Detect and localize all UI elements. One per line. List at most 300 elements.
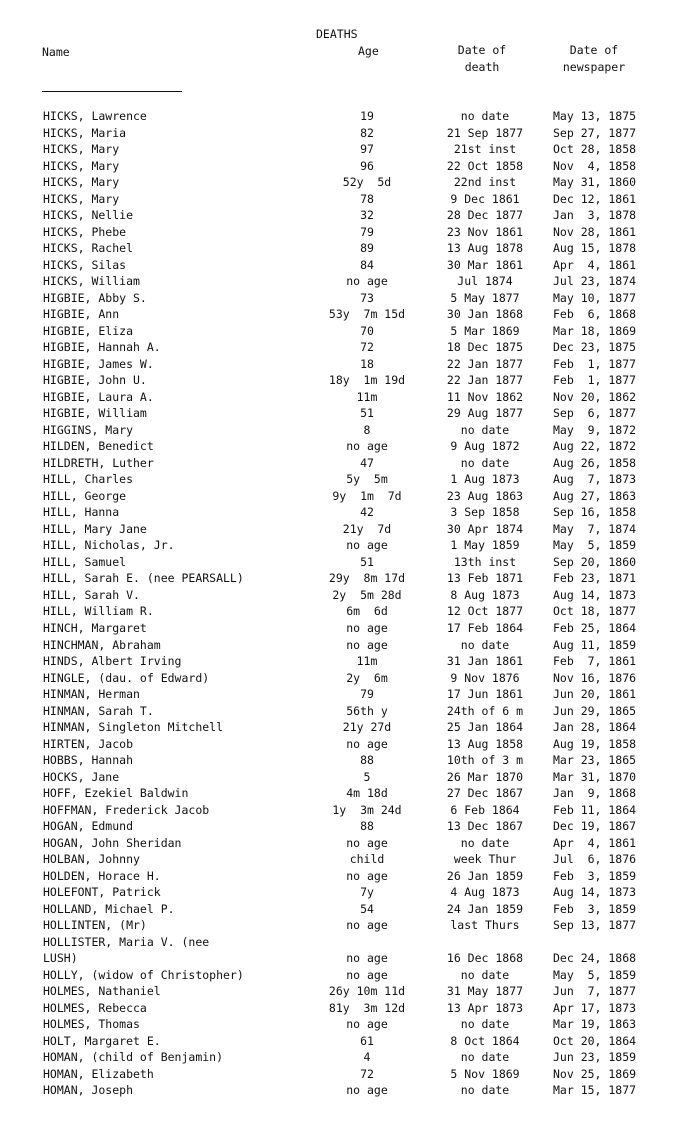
date-of-newspaper-cell: Jul 6, 1876 [553, 852, 637, 867]
date-of-death-cell: 13 Feb 1871 [446, 571, 524, 586]
table-row [0, 587, 694, 604]
date-of-newspaper-cell: Oct 20, 1864 [553, 1033, 637, 1048]
name-cell: HICKS, Phebe [43, 224, 127, 239]
name-cell: HILL, Charles [43, 472, 134, 487]
name-cell: HICKS, Mary [43, 191, 120, 206]
table-row [0, 257, 694, 274]
date-of-death-cell: no date [460, 109, 510, 123]
name-cell: HOBBS, Hannah [43, 753, 134, 768]
name-cell: HOLLINTEN, (Mr) [43, 918, 147, 933]
table-row [0, 752, 694, 769]
age-cell: 79 [360, 687, 374, 702]
date-of-death-cell: 22 Jan 1877 [446, 373, 524, 388]
date-of-newspaper-cell: Sep 20, 1860 [553, 554, 637, 569]
age-cell: no age [346, 736, 388, 751]
date-of-newspaper-cell: Aug 14, 1873 [553, 885, 637, 900]
name-cell: HICKS, Mary [43, 142, 120, 157]
date-of-newspaper-cell: Dec 12, 1861 [553, 191, 637, 206]
date-of-death-cell: 13th inst [453, 554, 517, 569]
name-cell: HIGBIE, Ann [43, 307, 120, 322]
column-header-name: Name [42, 45, 70, 59]
table-row [0, 637, 694, 654]
age-cell: no age [346, 951, 388, 966]
age-cell: 4 [363, 1050, 371, 1065]
date-of-death-cell: 30 Apr 1874 [446, 521, 524, 536]
date-of-death-cell: 17 Feb 1864 [446, 620, 524, 635]
name-cell: HOLMES, Nathaniel [43, 984, 161, 999]
name-cell: HILDEN, Benedict [43, 439, 154, 454]
table-row [0, 670, 694, 687]
date-of-newspaper-cell: Feb 1, 1877 [553, 373, 637, 388]
date-of-death-cell: no date [460, 1083, 510, 1098]
table-row [0, 504, 694, 521]
age-cell: 2y 6m [346, 670, 388, 685]
date-of-death-cell: no date [460, 422, 510, 437]
date-of-newspaper-cell: May 31, 1860 [553, 175, 637, 190]
date-of-newspaper-cell: Jun 20, 1861 [553, 687, 637, 702]
table-row [0, 521, 694, 538]
table-row [0, 372, 694, 389]
date-of-newspaper-cell: Mar 23, 1865 [553, 753, 637, 768]
age-cell: 97 [360, 142, 374, 157]
name-cell: HOMAN, Elizabeth [43, 1066, 154, 1081]
name-cell: HINGLE, (dau. of Edward) [43, 670, 210, 685]
age-cell: 21y 27d [342, 720, 392, 735]
table-row [0, 983, 694, 1000]
date-of-death-cell: no date [460, 967, 510, 982]
age-cell: 53y 7m 15d [328, 307, 406, 322]
date-of-death-cell: no date [460, 1050, 510, 1065]
name-cell: HICKS, Lawrence [43, 109, 147, 123]
date-of-death-cell: 5 Mar 1869 [450, 323, 520, 338]
date-of-newspaper-cell: Mar 15, 1877 [553, 1083, 637, 1098]
date-of-death-cell: 9 Nov 1876 [450, 670, 520, 685]
table-row [0, 537, 694, 554]
date-of-newspaper-cell: Aug 11, 1859 [553, 637, 637, 652]
date-of-newspaper-cell: Aug 14, 1873 [553, 587, 637, 602]
table-row [0, 422, 694, 439]
table-row [0, 1016, 694, 1033]
date-of-newspaper-cell: Aug 27, 1863 [553, 488, 637, 503]
date-of-newspaper-cell: Sep 13, 1877 [553, 918, 637, 933]
date-of-death-cell: no date [460, 1017, 510, 1032]
date-of-newspaper-cell: Jan 3, 1878 [553, 208, 637, 223]
date-of-death-cell: Jul 1874 [457, 274, 513, 289]
date-of-newspaper-cell: Feb 7, 1861 [553, 654, 637, 669]
table-row [0, 207, 694, 224]
date-of-newspaper-cell: May 5, 1859 [553, 967, 637, 982]
date-of-newspaper-cell: Feb 25, 1864 [553, 620, 637, 635]
name-cell: HOLLY, (widow of Christopher) [43, 967, 244, 982]
header-divider [42, 91, 182, 92]
name-cell: HOGAN, John Sheridan [43, 835, 182, 850]
age-cell: 5 [363, 769, 371, 784]
table-row [0, 339, 694, 356]
age-cell: 52y 5d [342, 175, 392, 190]
table-row [0, 455, 694, 472]
name-cell: HOLLISTER, Maria V. (nee [43, 934, 210, 949]
name-cell: HOMAN, Joseph [43, 1083, 134, 1098]
name-cell: HOGAN, Edmund [43, 819, 134, 834]
date-of-newspaper-cell: Nov 28, 1861 [553, 224, 637, 239]
name-cell: HICKS, Rachel [43, 241, 134, 256]
date-of-newspaper-cell: Mar 18, 1869 [553, 323, 637, 338]
age-cell: no age [346, 637, 388, 652]
name-cell: HOLMES, Thomas [43, 1017, 140, 1032]
age-cell: 2y 5m 28d [332, 587, 402, 602]
age-cell: 78 [360, 191, 374, 206]
age-cell: 84 [360, 257, 374, 272]
date-of-death-cell: 11 Nov 1862 [446, 389, 524, 404]
date-of-death-cell: 31 May 1877 [446, 984, 524, 999]
date-of-death-cell: 13 Aug 1878 [446, 241, 524, 256]
age-cell: 19 [360, 109, 374, 123]
date-of-newspaper-cell: May 7, 1874 [553, 521, 637, 536]
name-cell: HICKS, Mary [43, 158, 120, 173]
column-header-date-of-death: Date of death [457, 43, 507, 74]
age-cell: 72 [360, 340, 374, 355]
date-of-newspaper-cell: May 5, 1859 [553, 538, 637, 553]
age-cell: no age [346, 1083, 388, 1098]
deaths-table [0, 108, 694, 1099]
table-row [0, 1000, 694, 1017]
table-row [0, 686, 694, 703]
date-of-newspaper-cell: Apr 4, 1861 [553, 835, 637, 850]
date-of-death-cell: 23 Nov 1861 [446, 224, 524, 239]
date-of-death-cell: 31 Jan 1861 [446, 654, 524, 669]
date-of-death-cell: 1 May 1859 [450, 538, 520, 553]
date-of-death-cell: 24th of 6 m [446, 703, 524, 718]
age-cell: 88 [360, 753, 374, 768]
name-cell: HINMAN, Sarah T. [43, 703, 154, 718]
date-of-death-cell: 26 Jan 1859 [446, 868, 524, 883]
date-of-newspaper-cell: Nov 4, 1858 [553, 158, 637, 173]
age-cell: 18y 1m 19d [328, 373, 406, 388]
age-cell: 11m [356, 389, 378, 404]
age-cell: 56th y [346, 703, 388, 718]
table-row [0, 769, 694, 786]
age-cell: 81y 3m 12d [328, 1000, 406, 1015]
date-of-death-cell: 10th of 3 m [446, 753, 524, 768]
age-cell: 82 [360, 125, 374, 140]
date-of-death-cell: 8 Oct 1864 [450, 1033, 520, 1048]
age-cell: no age [346, 439, 388, 454]
date-of-newspaper-cell: Jan 28, 1864 [553, 720, 637, 735]
age-cell: no age [346, 868, 388, 883]
table-row [0, 1049, 694, 1066]
name-cell: HIGBIE, James W. [43, 356, 154, 371]
name-cell: HILL, Samuel [43, 554, 127, 569]
date-of-death-cell: 23 Aug 1863 [446, 488, 524, 503]
date-of-death-cell: last Thurs [450, 918, 520, 933]
date-of-death-cell: 6 Feb 1864 [450, 802, 520, 817]
age-cell: 8 [363, 422, 371, 437]
name-cell: HIGBIE, Eliza [43, 323, 134, 338]
date-of-newspaper-cell: Aug 7, 1873 [553, 472, 637, 487]
date-of-newspaper-cell: Jun 23, 1859 [553, 1050, 637, 1065]
age-cell: 72 [360, 1066, 374, 1081]
name-cell: HICKS, Maria [43, 125, 127, 140]
age-cell: 47 [360, 455, 374, 470]
column-header-date-of-newspaper: Date of newspaper [562, 43, 626, 74]
table-row [0, 1066, 694, 1083]
table-row [0, 240, 694, 257]
name-cell: HICKS, Nellie [43, 208, 134, 223]
table-row [0, 950, 694, 967]
age-cell: no age [346, 918, 388, 933]
date-of-newspaper-cell: Oct 28, 1858 [553, 142, 637, 157]
date-of-death-cell: 5 Nov 1869 [450, 1066, 520, 1081]
date-of-newspaper-cell: Feb 11, 1864 [553, 802, 637, 817]
date-of-death-cell: no date [460, 455, 510, 470]
age-cell: 9y 1m 7d [332, 488, 402, 503]
name-cell: HINMAN, Herman [43, 687, 140, 702]
age-cell: 88 [360, 819, 374, 834]
page-title: DEATHS [316, 27, 358, 41]
name-cell: HIRTEN, Jacob [43, 736, 134, 751]
table-row [0, 934, 694, 951]
age-cell: 21y 7d [342, 521, 392, 536]
date-of-newspaper-cell: Jul 23, 1874 [553, 274, 637, 289]
age-cell: 54 [360, 901, 374, 916]
date-of-newspaper-cell: Sep 16, 1858 [553, 505, 637, 520]
table-row [0, 141, 694, 158]
table-row [0, 174, 694, 191]
date-of-death-cell: 3 Sep 1858 [450, 505, 520, 520]
name-cell: HOMAN, (child of Benjamin) [43, 1050, 224, 1065]
table-row [0, 802, 694, 819]
name-cell: HILL, Sarah V. [43, 587, 140, 602]
table-row [0, 224, 694, 241]
date-of-newspaper-cell: Jun 29, 1865 [553, 703, 637, 718]
date-of-death-cell: no date [460, 835, 510, 850]
date-of-death-cell: 26 Mar 1870 [446, 769, 524, 784]
date-of-newspaper-cell: May 9, 1872 [553, 422, 637, 437]
table-row [0, 273, 694, 290]
age-cell: no age [346, 835, 388, 850]
name-cell: HICKS, Silas [43, 257, 127, 272]
table-row [0, 323, 694, 340]
name-cell: HINDS, Albert Irving [43, 654, 182, 669]
age-cell: 96 [360, 158, 374, 173]
date-of-death-cell: 21 Sep 1877 [446, 125, 524, 140]
table-row [0, 570, 694, 587]
table-row [0, 108, 694, 125]
table-row [0, 703, 694, 720]
age-cell: no age [346, 538, 388, 553]
date-of-newspaper-cell: Nov 25, 1869 [553, 1066, 637, 1081]
date-of-death-cell: 13 Dec 1867 [446, 819, 524, 834]
name-cell: HILL, Mary Jane [43, 521, 147, 536]
name-cell: HINMAN, Singleton Mitchell [43, 720, 224, 735]
table-row [0, 736, 694, 753]
age-cell: 6m 6d [346, 604, 388, 619]
table-row [0, 125, 694, 142]
name-cell: HINCHMAN, Abraham [43, 637, 161, 652]
date-of-death-cell: 17 Jun 1861 [446, 687, 524, 702]
date-of-newspaper-cell: Sep 6, 1877 [553, 406, 637, 421]
age-cell: 4m 18d [346, 786, 388, 801]
age-cell: 5y 5m [346, 472, 388, 487]
table-row [0, 719, 694, 736]
name-cell: HILL, Nicholas, Jr. [43, 538, 175, 553]
name-cell: HINCH, Margaret [43, 620, 147, 635]
date-of-newspaper-cell: Aug 26, 1858 [553, 455, 637, 470]
date-of-death-cell: 16 Dec 1868 [446, 951, 524, 966]
name-cell: HOLLAND, Michael P. [43, 901, 175, 916]
table-row [0, 438, 694, 455]
date-of-newspaper-cell: Apr 4, 1861 [553, 257, 637, 272]
name-cell: HIGBIE, William [43, 406, 147, 421]
age-cell: 1y 3m 24d [332, 802, 402, 817]
age-cell: child [349, 852, 385, 867]
date-of-newspaper-cell: Feb 3, 1859 [553, 868, 637, 883]
table-row [0, 835, 694, 852]
date-of-death-cell: 22nd inst [453, 175, 517, 190]
age-cell: 51 [360, 554, 374, 569]
date-of-death-cell: 30 Mar 1861 [446, 257, 524, 272]
date-of-death-cell: 21st inst [453, 142, 517, 157]
table-row [0, 603, 694, 620]
name-cell: HOLMES, Rebecca [43, 1000, 147, 1015]
table-row [0, 884, 694, 901]
date-of-death-cell: week Thur [453, 852, 517, 867]
age-cell: 29y 8m 17d [328, 571, 406, 586]
date-of-death-cell: 28 Dec 1877 [446, 208, 524, 223]
date-of-newspaper-cell: Dec 23, 1875 [553, 340, 637, 355]
table-row [0, 868, 694, 885]
table-row [0, 356, 694, 373]
age-cell: 26y 10m 11d [328, 984, 406, 999]
table-row [0, 290, 694, 307]
date-of-newspaper-cell: Jan 9, 1868 [553, 786, 637, 801]
name-cell: HILL, George [43, 488, 127, 503]
date-of-newspaper-cell: Mar 31, 1870 [553, 769, 637, 784]
table-row [0, 967, 694, 984]
date-of-death-cell: 22 Oct 1858 [446, 158, 524, 173]
name-cell: HILDRETH, Luther [43, 455, 154, 470]
table-row [0, 554, 694, 571]
date-of-death-cell: 25 Jan 1864 [446, 720, 524, 735]
date-of-newspaper-cell: Nov 16, 1876 [553, 670, 637, 685]
table-row [0, 620, 694, 637]
date-of-death-cell: no date [460, 637, 510, 652]
age-cell: 7y [360, 885, 374, 900]
table-row [0, 389, 694, 406]
age-cell: 51 [360, 406, 374, 421]
date-of-death-cell: 5 May 1877 [450, 290, 520, 305]
name-cell: HOFF, Ezekiel Baldwin [43, 786, 189, 801]
name-cell: HIGGINS, Mary [43, 422, 134, 437]
date-of-death-cell: 12 Oct 1877 [446, 604, 524, 619]
date-of-death-cell: 22 Jan 1877 [446, 356, 524, 371]
column-header-age: Age [358, 44, 379, 58]
name-cell: HOFFMAN, Frederick Jacob [43, 802, 210, 817]
age-cell: 73 [360, 290, 374, 305]
date-of-newspaper-cell: Dec 19, 1867 [553, 819, 637, 834]
table-row [0, 306, 694, 323]
date-of-death-cell: 13 Apr 1873 [446, 1000, 524, 1015]
name-cell: HIGBIE, Laura A. [43, 389, 154, 404]
name-cell: HILL, William R. [43, 604, 154, 619]
name-cell: HIGBIE, Hannah A. [43, 340, 161, 355]
age-cell: 11m [356, 654, 378, 669]
age-cell: 32 [360, 208, 374, 223]
date-of-death-cell: 1 Aug 1873 [450, 472, 520, 487]
age-cell: 79 [360, 224, 374, 239]
table-row [0, 1082, 694, 1099]
date-of-death-cell: 9 Aug 1872 [450, 439, 520, 454]
date-of-newspaper-cell: Sep 27, 1877 [553, 125, 637, 140]
name-cell: HICKS, William [43, 274, 140, 289]
date-of-newspaper-cell: Aug 22, 1872 [553, 439, 637, 454]
table-row [0, 901, 694, 918]
table-row [0, 653, 694, 670]
date-of-newspaper-cell: May 13, 1875 [553, 109, 637, 123]
date-of-newspaper-cell: Nov 20, 1862 [553, 389, 637, 404]
table-row [0, 917, 694, 934]
date-of-newspaper-cell: Feb 23, 1871 [553, 571, 637, 586]
table-row [0, 785, 694, 802]
age-cell: no age [346, 620, 388, 635]
date-of-newspaper-cell: Oct 18, 1877 [553, 604, 637, 619]
date-of-newspaper-cell: Feb 1, 1877 [553, 356, 637, 371]
age-cell: 61 [360, 1033, 374, 1048]
name-cell: HOCKS, Jane [43, 769, 120, 784]
age-cell: 89 [360, 241, 374, 256]
date-of-newspaper-cell: Aug 19, 1858 [553, 736, 637, 751]
table-row [0, 851, 694, 868]
table-row [0, 818, 694, 835]
name-cell: HOLT, Margaret E. [43, 1033, 161, 1048]
date-of-death-cell: 4 Aug 1873 [450, 885, 520, 900]
age-cell: 70 [360, 323, 374, 338]
date-of-death-cell: 8 Aug 1873 [450, 587, 520, 602]
date-of-death-cell: 18 Dec 1875 [446, 340, 524, 355]
age-cell: 42 [360, 505, 374, 520]
date-of-death-cell: 13 Aug 1858 [446, 736, 524, 751]
age-cell: 18 [360, 356, 374, 371]
date-of-death-cell: 30 Jan 1868 [446, 307, 524, 322]
date-of-death-cell: 9 Dec 1861 [450, 191, 520, 206]
date-of-newspaper-cell: Feb 6, 1868 [553, 307, 637, 322]
date-of-death-cell: 29 Aug 1877 [446, 406, 524, 421]
name-cell: HOLBAN, Johnny [43, 852, 140, 867]
date-of-newspaper-cell: Mar 19, 1863 [553, 1017, 637, 1032]
table-row [0, 488, 694, 505]
name-cell: HOLEFONT, Patrick [43, 885, 161, 900]
date-of-newspaper-cell: May 10, 1877 [553, 290, 637, 305]
date-of-newspaper-cell: Aug 15, 1878 [553, 241, 637, 256]
age-cell: no age [346, 274, 388, 289]
date-of-newspaper-cell: Feb 3, 1859 [553, 901, 637, 916]
date-of-newspaper-cell: Dec 24, 1868 [553, 951, 637, 966]
name-cell: HIGBIE, Abby S. [43, 290, 147, 305]
name-cell: LUSH) [43, 951, 78, 966]
name-cell: HIGBIE, John U. [43, 373, 147, 388]
date-of-death-cell: 24 Jan 1859 [446, 901, 524, 916]
age-cell: no age [346, 1017, 388, 1032]
name-cell: HILL, Hanna [43, 505, 120, 520]
table-row [0, 158, 694, 175]
name-cell: HOLDEN, Horace H. [43, 868, 161, 883]
date-of-newspaper-cell: Apr 17, 1873 [553, 1000, 637, 1015]
name-cell: HILL, Sarah E. (nee PEARSALL) [43, 571, 244, 586]
table-row [0, 405, 694, 422]
table-row [0, 191, 694, 208]
age-cell: no age [346, 967, 388, 982]
date-of-death-cell: 27 Dec 1867 [446, 786, 524, 801]
